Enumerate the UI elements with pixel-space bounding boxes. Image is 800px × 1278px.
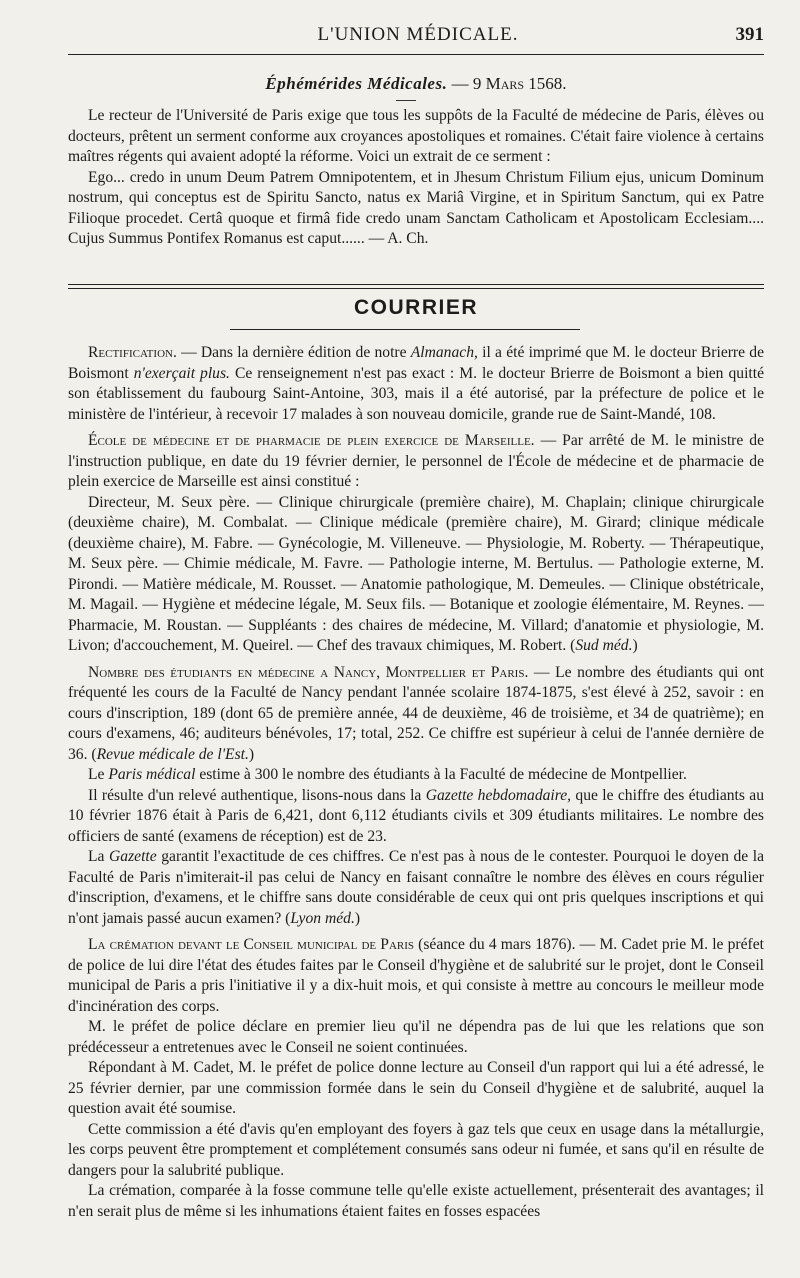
rectification-lead: Rectification. [88,344,177,361]
courrier-body [68,343,764,1222]
nombre-lead: Nombre des étudiants en médecine a Nancy, Montpellier et Paris. [88,663,529,681]
gazette-paragraph: Il résulte d'un relevé authentique, lisons-nous dans la Gazette hebdomadaire, que le chiffre des étudiants au 10 février 1876 était à Paris de 6,421, dont 6,112 étudiants civils et 309 étudiants militaires. Le nombre des officiers de santé (examens de réception) est de 23. [68,786,765,845]
page-number: 391 [735,24,764,45]
cremation-lead: La crémation devant le Conseil municipal de Paris [88,936,414,953]
title-dash-rule [396,100,416,101]
gazette-garantit-paragraph: La Gazette garantit l'exactitude de ces chiffres. Ce n'est pas à nous de le contester. Pourquoi le doyen de la Faculté de Paris n'imiterait-il pas celui de Nancy en faisant connaître le nombre des élèves en cours régulier d'inscription, d'examens, et le chiffre sans doute considérable de ceux qui ont pris quelques inscriptions et qui n'ont jamais passé aucun examen? (Lyon méd.) [68,848,764,927]
header-rule [68,54,764,55]
ecole-personnel-paragraph: Directeur, M. Seux père. — Clinique chirurgicale (première chaire), M. Chaplain; clinique chirurgicale (deuxième chaire), M. Combalat. — Clinique médicale (première chaire), M. Girard; clinique médicale (deuxième chaire), M. Fabre. — Gynécologie, M. Villeneuve. — Physiologie, M. Roberty. — Thérapeutique, M. Seux père. — Chimie médicale, M. Favre. — Pathologie interne, M. Bertulus. — Pathologie externe, M. Pirondi. — Matière médicale, M. Rousset. — Anatomie pathologique, M. Demeules. — Clinique obstétricale, M. Magail. — Hygiène et médecine légale, M. Seux fils. — Botanique et zoologie élémentaire, M. Reynes. — Pharmacie, M. Roustan. — Suppléants : des chaires de médecine, M. Villard; d'anatomie et physiologie, M. Livon; d'accouchement, M. Queirel. — Chef des travaux chimiques, M. Robert. (Sud méd.) [68,493,764,654]
section-title-underline [230,329,580,330]
ephemerides-title [68,74,764,94]
rectification-paragraph: Rectification. — Dans la dernière édition de notre Almanach, il a été imprimé que M. le docteur Brierre de Boismont n'exerçait plus. Ce renseignement n'est pas exact : M. le docteur Brierre de Boismont a bien quitté son établissement du faubourg Saint-Antoine, 303, mais il a été autorisé, par la préfecture de police et le ministère de l'intérieur, à recevoir 17 malades à son nouveau domicile, grande rue de Saint-Mandé, 108. [68,344,764,423]
section-double-rule-top [68,284,764,285]
cremation-paragraph-5: La crémation, comparée à la fosse commune telle qu'elle existe actuellement, présenterait des avantages; il n'en serait plus de même si les inhumations étaient faites en fosses espacées [68,1182,764,1220]
ecole-lead: École de médecine et de pharmacie de plein exercice de Marseille. [88,432,535,449]
ephemerides-body [68,106,764,250]
cremation-paragraph-3: Répondant à M. Cadet, M. le préfet de police donne lecture au Conseil d'un rapport qui lui a été adressé, le 25 février dernier, par une commission formée dans le sein du Conseil d'hygiène et de salubrité, auquel la question avait été soumise. [68,1059,764,1117]
cremation-paragraph-2: M. le préfet de police déclare en premier lieu qu'il ne dépendra pas de lui que les relations que son prédécesseur a entretenues avec le Conseil ne soient continuées. [68,1018,764,1056]
ecole-paragraph: École de médecine et de pharmacie de plein exercice de Marseille. — Par arrêté de M. le ministre de l'instruction publique, en date du 19 février dernier, le personnel de l'École de médecine et de pharmacie de plein exercice de Marseille est ainsi constitué : [68,432,764,490]
ephemerides-paragraph-1: Le recteur de l'Université de Paris exige que tous les suppôts de la Faculté de médecine de Paris, élèves ou docteurs, prêtent un serment conforme aux croyances apostoliques et romaines. C'était faire violence à certains maîtres régents qui avaient adopté la réforme. Voici un extrait de ce serment : [68,107,764,165]
ephemerides-paragraph-2: Ego... credo in unum Deum Patrem Omnipotentem, et in Jhesum Christum Filium ejus, unicum Dominum nostrum, qui conceptus est de Spiritu Sancto, natus ex Mariâ Virgine, et in Spiritum Sanctum, qui ex Patre Filioque procedet. Certâ quoque et firmâ fide credo unam Sanctam Catholicam et Apostolicam Ecclesiam.... Cujus Summus Pontifex Romanus est caput...... — A. Ch. [68,168,764,247]
cremation-paragraph-4: Cette commission a été d'avis qu'en employant des foyers à gaz tels que ceux en usage dans la métallurgie, les corps peuvent être promptement et complétement consumés sans odeur ni fumée, et sans qu'il en résulte de dangers pour la salubrité publique. [68,1120,764,1179]
section-double-rule-bottom [68,288,764,289]
paris-medical-paragraph: Le Paris médical estime à 300 le nombre des étudiants à la Faculté de médecine de Montpellier. [88,766,687,783]
section-title: COURRIER [353,296,478,319]
ephemerides-heading: Éphémérides Médicales. [265,74,448,93]
cremation-paragraph: La crémation devant le Conseil municipal de Paris (séance du 4 mars 1876). — M. Cadet prie M. le préfet de police de lui dire l'état des études faites par le Conseil d'hygiène et de salubrité sur le projet, dont le Conseil municipal de Paris a pris l'initiative il y a dix-huit mois, et qui consiste à mettre au concours le meilleur mode d'incinération des corps. [68,936,764,1015]
page-header [72,24,764,50]
ephemerides-date: — 9 Mars 1568. [451,74,567,93]
running-title: L'UNION MÉDICALE. [317,24,519,45]
nombre-paragraph: Nombre des étudiants en médecine a Nancy, Montpellier et Paris. — Le nombre des étudiants qui ont fréquenté les cours de la Faculté de Nancy pendant l'année scolaire 1874-1875, s'est élevé à 252, savoir : en cours d'inscription, 189 (dont 65 de première année, 44 de deuxième, 46 de troisième, et 34 de quatrième); en cours d'examens, 46; auditeurs bénévoles, 17; total, 252. Ce chiffre est supérieur à celui de l'année dernière de 36. (Revue médicale de l'Est.) [68,663,764,763]
